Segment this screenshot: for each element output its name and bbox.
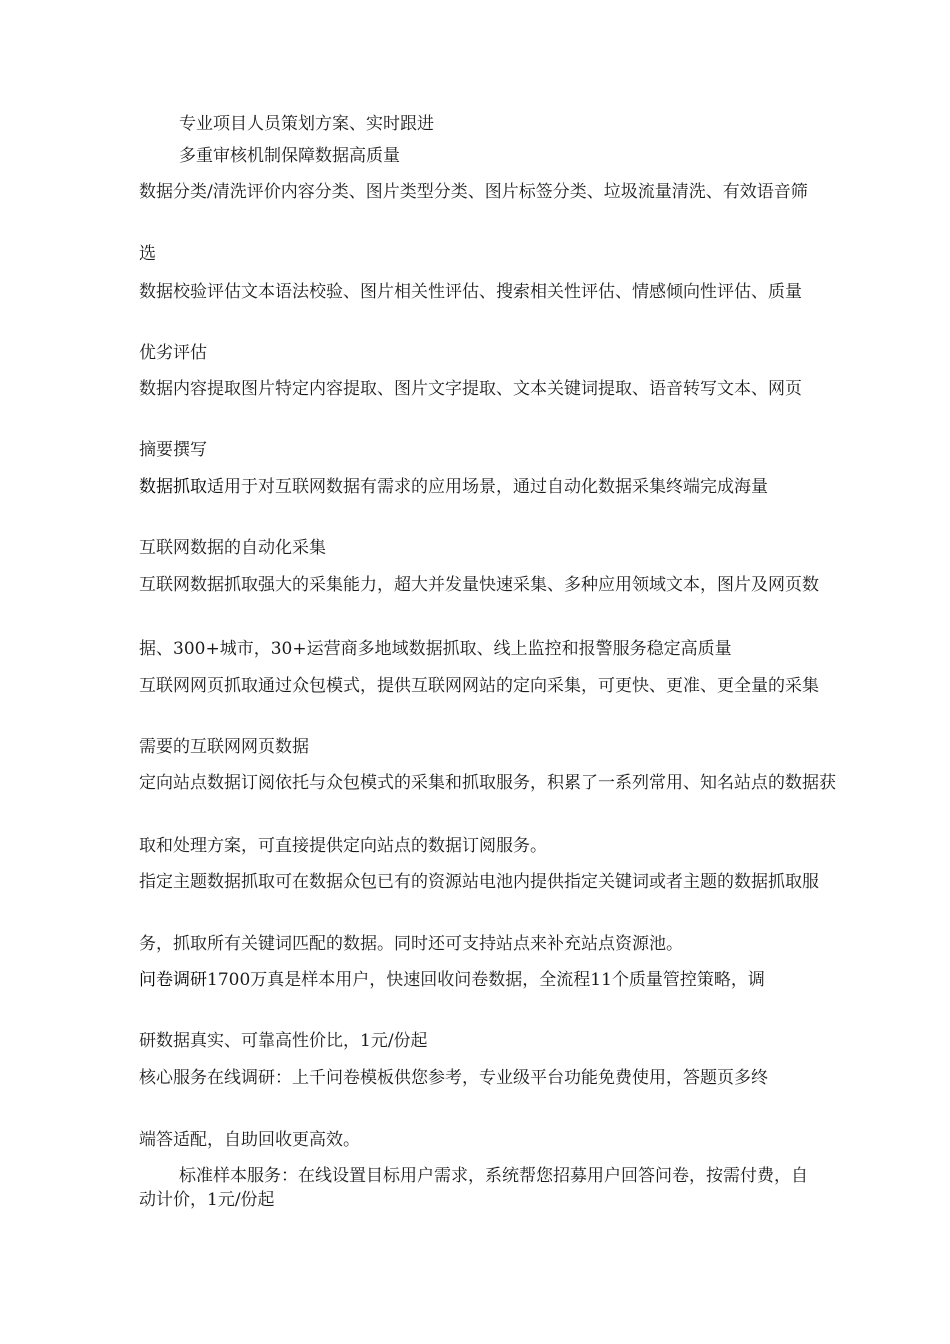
paragraph: 互联网数据的自动化采集 (139, 538, 326, 558)
paragraph-data-crawl (139, 475, 859, 499)
paragraph: 专业项目人员策划方案、实时跟进 (179, 114, 434, 134)
paragraph-survey (139, 968, 859, 992)
paragraph: 数据分类/清洗评价内容分类、图片类型分类、图片标签分类、垃圾流量清洗、有效语音筛 (139, 182, 808, 202)
paragraph-text: 适用于对互联网数据有需求的应用场景，通过自动化数据采集终端完成海量 (207, 477, 768, 497)
paragraph: 优劣评估 (139, 343, 207, 363)
paragraph: 摘要撰写 (139, 440, 207, 460)
section-heading-data-crawl: 数据抓取 (139, 477, 207, 497)
paragraph: 互联网数据抓取强大的采集能力，超大并发量快速采集、多种应用领域文本，图片及网页数 (139, 575, 819, 595)
paragraph: 研数据真实、可靠高性价比，1元/份起 (139, 1031, 428, 1051)
paragraph: 选 (139, 244, 156, 264)
paragraph: 标准样本服务：在线设置目标用户需求，系统帮您招募用户回答问卷，按需付费，自动计价，1元/份起 (139, 1166, 808, 1210)
paragraph: 据、300+城市，30+运营商多地域数据抓取、线上监控和报警服务稳定高质量 (139, 639, 732, 659)
paragraph: 互联网网页抓取通过众包模式，提供互联网网站的定向采集，可更快、更准、更全量的采集 (139, 676, 819, 696)
paragraph: 端答适配，自助回收更高效。 (139, 1130, 360, 1150)
paragraph: 取和处理方案，可直接提供定向站点的数据订阅服务。 (139, 836, 547, 856)
paragraph: 需要的互联网网页数据 (139, 737, 309, 757)
paragraph: 多重审核机制保障数据高质量 (179, 146, 400, 166)
paragraph-text: 1700万真是样本用户，快速回收问卷数据，全流程11个质量管控策略，调 (207, 970, 765, 990)
paragraph: 务，抓取所有关键词匹配的数据。同时还可支持站点来补充站点资源池。 (139, 934, 683, 954)
paragraph: 数据内容提取图片特定内容提取、图片文字提取、文本关键词提取、语音转写文本、网页 (139, 379, 802, 399)
paragraph: 定向站点数据订阅依托与众包模式的采集和抓取服务，积累了一系列常用、知名站点的数据获 (139, 773, 836, 793)
paragraph: 指定主题数据抓取可在数据众包已有的资源站电池内提供指定关键词或者主题的数据抓取服 (139, 872, 819, 892)
paragraph: 核心服务在线调研：上千问卷模板供您参考，专业级平台功能免费使用，答题页多终 (139, 1068, 768, 1088)
section-heading-survey: 问卷调研 (139, 970, 207, 990)
paragraph: 数据校验评估文本语法校验、图片相关性评估、搜索相关性评估、情感倾向性评估、质量 (139, 282, 802, 302)
